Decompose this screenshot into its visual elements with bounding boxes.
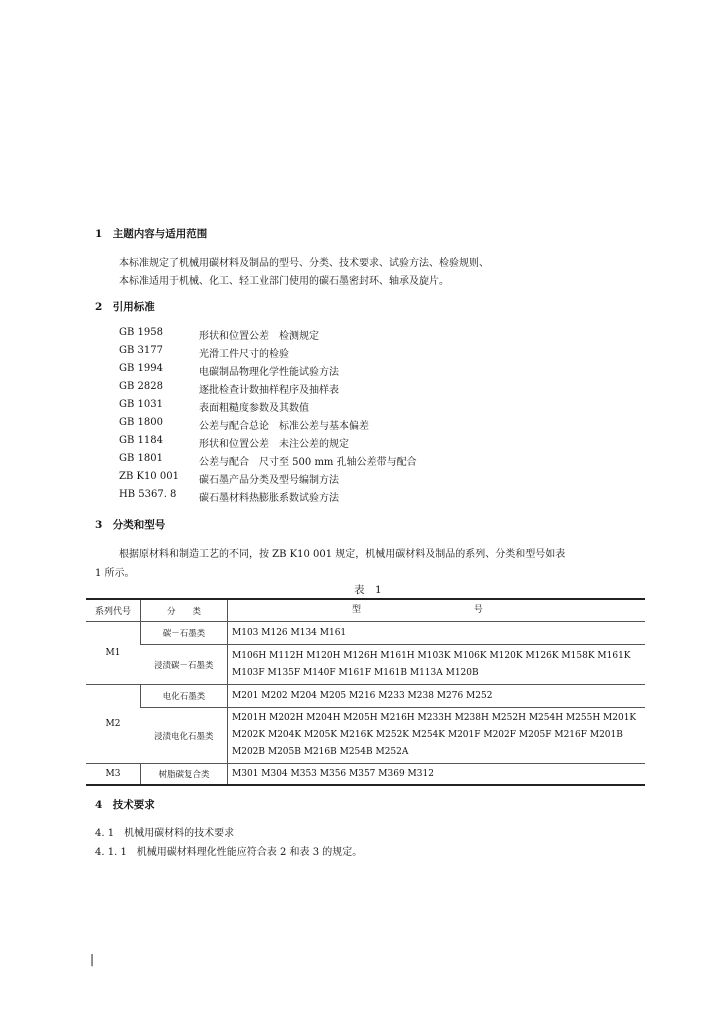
- section-2-heading: 2 引用标准: [95, 301, 155, 313]
- standard-title: 公差与配合 尺寸至 500 mm 孔轴公差带与配合: [199, 457, 417, 468]
- standard-title: 公差与配合总论 标准公差与基本偏差: [199, 421, 369, 432]
- table-row: [86, 708, 645, 764]
- model-line: M103 M126 M134 M161: [232, 627, 347, 638]
- series-model-table: [86, 598, 645, 786]
- table-1-title: 表 1: [354, 584, 382, 596]
- section-3-para-line-1: 根据原材料和制造工艺的不同，按 ZB K10 001 规定，机械用碳材料及制品的系列、分类和型号如表: [119, 549, 566, 560]
- category-cell: 浸渍碳－石墨类: [141, 645, 228, 685]
- model-line: M201 M202 M204 M205 M216 M233 M238 M276 M252: [232, 690, 493, 701]
- standard-code: GB 1031: [119, 399, 163, 410]
- header-model-right: 号: [473, 605, 483, 615]
- model-cell: [228, 622, 646, 645]
- model-line: M301 M304 M353 M356 M357 M369 M312: [232, 768, 434, 779]
- standard-title: 逐批检查计数抽样程序及抽样表: [199, 385, 339, 396]
- standard-code: GB 2828: [119, 381, 163, 392]
- table-row: [86, 645, 645, 685]
- category-cell: 树脂碳复合类: [141, 764, 228, 786]
- model-cell: [228, 685, 646, 708]
- table-row: [86, 685, 645, 708]
- series-code: M1: [86, 622, 141, 685]
- header-series: 系列代号: [86, 599, 141, 622]
- category-cell: 电化石墨类: [141, 685, 228, 708]
- model-cell: [228, 764, 646, 786]
- section-4-1-heading: 4. 1 机械用碳材料的技术要求: [95, 828, 235, 839]
- model-cell: [228, 708, 646, 764]
- category-cell: 碳－石墨类: [141, 622, 228, 645]
- standard-title: 形状和位置公差 未注公差的规定: [199, 439, 349, 450]
- section-4-1-1-text: 4. 1. 1 机械用碳材料理化性能应符合表 2 和表 3 的规定。: [95, 847, 363, 858]
- standard-code: GB 3177: [119, 345, 163, 356]
- header-model-left: 型: [352, 605, 362, 615]
- table-row: [86, 622, 645, 645]
- section-3-heading: 3 分类和型号: [95, 519, 166, 531]
- model-line: M201H M202H M204H M205H M216H M233H M238H M252H M254H M255H M201K: [232, 713, 637, 724]
- model-line: M202B M205B M216B M254B M252A: [232, 747, 409, 758]
- model-line: M106H M112H M120H M126H M161H M103K M106K M120K M126K M158K M161K: [232, 650, 631, 661]
- header-model: [228, 599, 646, 622]
- standard-code: GB 1184: [119, 435, 163, 446]
- standard-code: HB 5367. 8: [119, 489, 177, 500]
- model-line: M103F M135F M140F M161F M161B M113A M120B: [232, 667, 479, 678]
- standard-title: 表面粗糙度参数及其数值: [199, 403, 309, 414]
- section-1-line-2: 本标准适用于机械、化工、轻工业部门使用的碳石墨密封环、轴承及旋片。: [119, 276, 449, 287]
- series-code: M3: [86, 764, 141, 786]
- standard-code: GB 1958: [119, 327, 163, 338]
- section-4-heading: 4 技术要求: [95, 799, 155, 811]
- section-1-heading: 1 主题内容与适用范围: [95, 228, 208, 240]
- standard-title: 电碳制品物理化学性能试验方法: [199, 367, 339, 378]
- table-row: [86, 764, 645, 786]
- standard-title: 光滑工件尺寸的检验: [199, 349, 289, 360]
- model-cell: [228, 645, 646, 685]
- standard-code: GB 1801: [119, 453, 163, 464]
- standard-code: GB 1994: [119, 363, 163, 374]
- page-edge-mark: |: [90, 952, 95, 966]
- category-cell: 浸渍电化石墨类: [141, 708, 228, 764]
- section-3-para-line-2: 1 所示。: [95, 568, 135, 579]
- standard-code: GB 1800: [119, 417, 163, 428]
- standard-code: ZB K10 001: [119, 471, 179, 482]
- standard-title: 碳石墨材料热膨胀系数试验方法: [199, 493, 339, 504]
- header-category: 分 类: [141, 599, 228, 622]
- table-header-row: [86, 599, 645, 622]
- section-1-line-1: 本标准规定了机械用碳材料及制品的型号、分类、技术要求、试验方法、检验规则、: [119, 258, 489, 269]
- standard-title: 碳石墨产品分类及型号编制方法: [199, 475, 339, 486]
- series-code: M2: [86, 685, 141, 764]
- model-line: M202K M204K M205K M216K M252K M254K M201F M202F M205F M216F M201B: [232, 730, 623, 741]
- standard-title: 形状和位置公差 检测规定: [199, 331, 319, 342]
